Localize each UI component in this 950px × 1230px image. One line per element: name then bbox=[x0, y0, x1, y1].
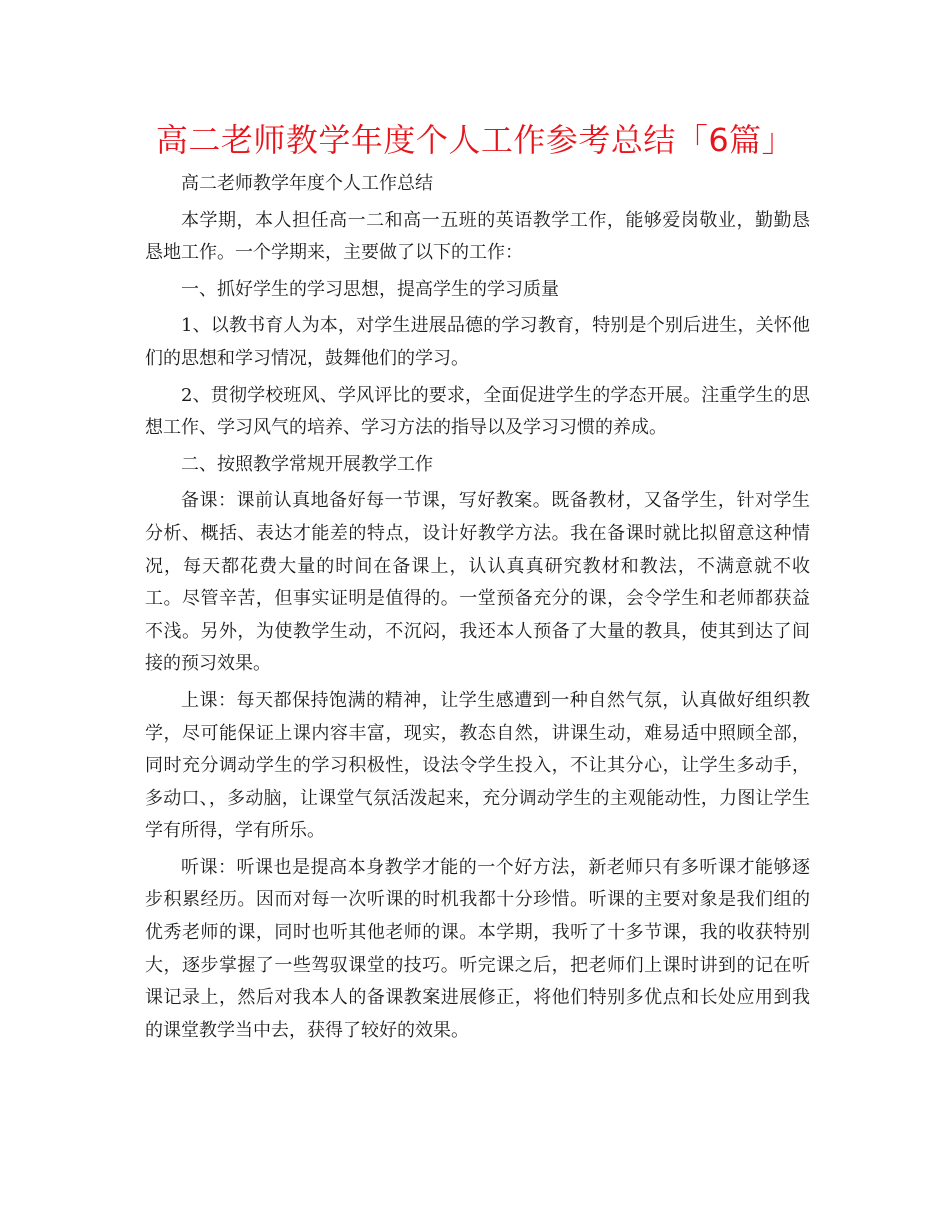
section-heading-2: 二、按照教学常规开展教学工作 bbox=[181, 453, 433, 475]
paragraph-teaching: 上课：每天都保持饱满的精神，让学生感遭到一种自然气氛，认真做好组织教学，尽可能保证上课内容丰富，现实，教态自然，讲课生动，难易适中照顾全部，同时充分调动学生的学习积极性，设法令学生投入，不让其分心，让学生多动手，多动口、，多动脑，让课堂气氛活泼起来，充分调动学生的主观能动性，力图让学生学有所得，学有所乐。 bbox=[145, 689, 810, 842]
paragraph-lesson-prep: 备课：课前认真地备好每一节课，写好教案。既备教材，又备学生，针对学生分析、概括、表达才能差的特点，设计好教学方法。我在备课时就比拟留意这种情况，每天都花费大量的时间在备课上，认认真真研究教材和教法，不满意就不收工。尽管辛苦，但事实证明是值得的。一堂预备充分的课，会令学生和老师都获益不浅。另外，为使教学生动，不沉闷，我还本人预备了大量的教具，使其到达了间接的预习效果。 bbox=[145, 490, 810, 675]
document-body bbox=[145, 168, 810, 1051]
document-title: 高二老师教学年度个人工作参考总结「6篇」 bbox=[155, 121, 795, 159]
paragraph-observation: 听课：听课也是提高本身教学才能的一个好方法，新老师只有多听课才能够逐步积累经历。因而对每一次听课的时机我都十分珍惜。听课的主要对象是我们组的优秀老师的课，同时也听其他老师的课。本学期，我听了十多节课，我的收获特别大，逐步掌握了一些驾驭课堂的技巧。听完课之后，把老师们上课时讲到的记在听课记录上，然后对我本人的备课教案进展修正，将他们特别多优点和长处应用到我的课堂教学当中去，获得了较好的效果。 bbox=[145, 856, 810, 1041]
paragraph-intro: 本学期，本人担任高一二和高一五班的英语教学工作，能够爱岗敬业，勤勤恳恳地工作。一个学期来，主要做了以下的工作： bbox=[145, 209, 810, 264]
paragraph-item-1: 1、以教书育人为本，对学生进展品德的学习教育，特别是个别后进生，关怀他们的思想和学习情况，鼓舞他们的学习。 bbox=[145, 315, 810, 369]
section-heading-1: 一、抓好学生的学习思想，提高学生的学习质量 bbox=[181, 278, 559, 300]
paragraph-item-2: 2、贯彻学校班风、学风评比的要求，全面促进学生的学态开展。注重学生的思想工作、学习风气的培养、学习方法的指导以及学习习惯的养成。 bbox=[145, 384, 810, 439]
paragraph-subtitle: 高二老师教学年度个人工作总结 bbox=[181, 173, 433, 194]
